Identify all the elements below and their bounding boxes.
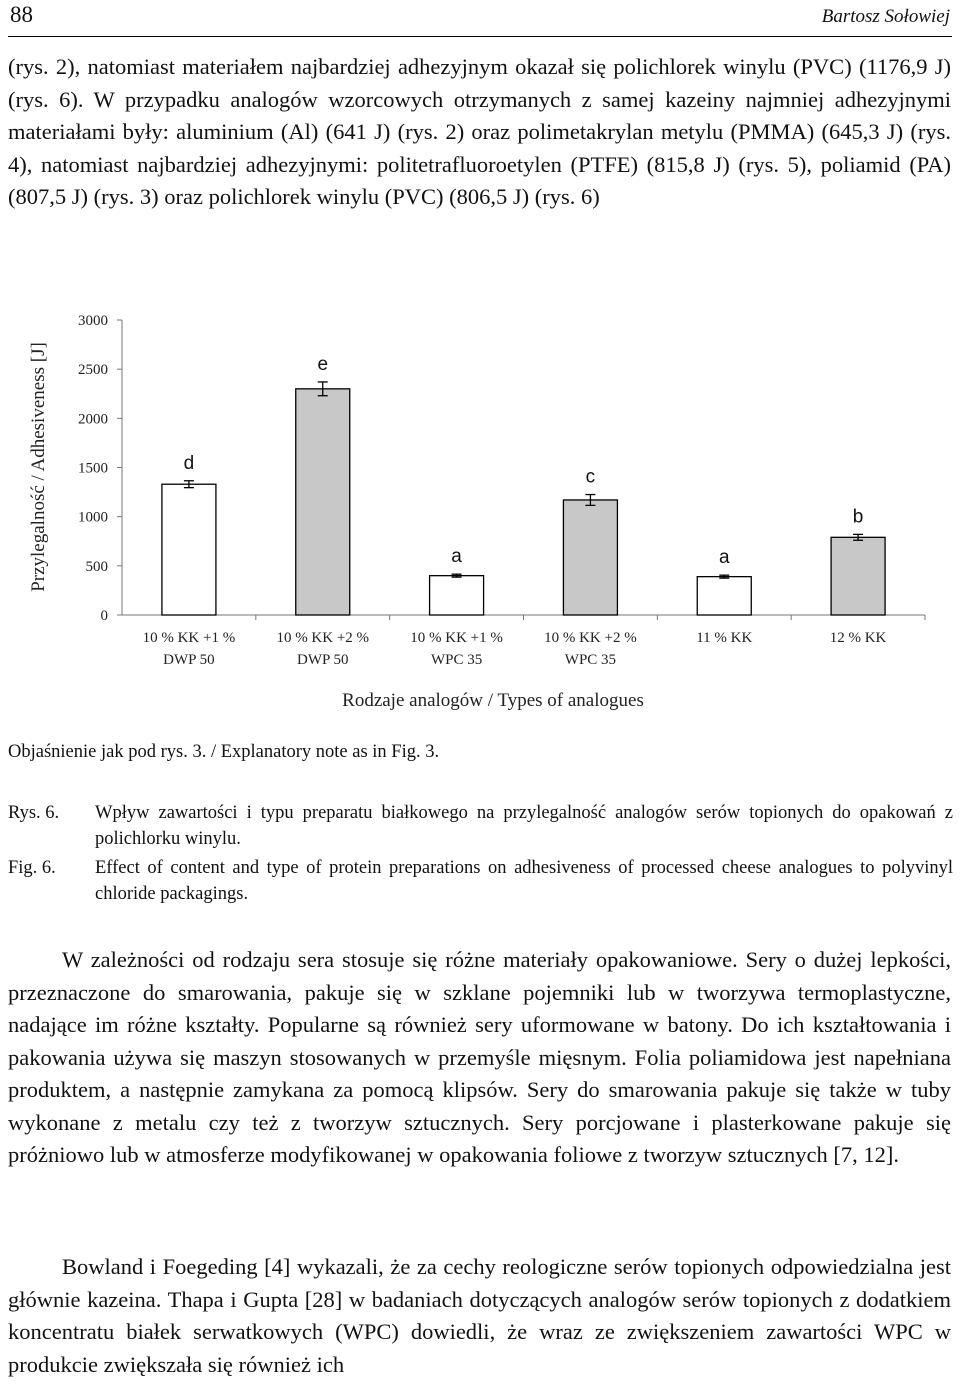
significance-letter: b xyxy=(852,506,864,528)
significance-letter: e xyxy=(317,353,329,375)
bar xyxy=(430,576,484,615)
bar xyxy=(162,484,216,615)
y-tick-label: 500 xyxy=(85,558,108,575)
significance-letter: a xyxy=(451,546,462,568)
bar xyxy=(697,577,751,615)
x-category-label: 12 % KK xyxy=(829,630,887,646)
caption-label-pl: Rys. 6. xyxy=(8,803,60,823)
bar xyxy=(831,537,885,615)
x-category-label: 10 % KK +2 % xyxy=(544,630,637,646)
x-category-label: DWP 50 xyxy=(296,652,349,668)
x-category-label: DWP 50 xyxy=(163,652,215,668)
page-number: 88 xyxy=(10,2,33,27)
y-axis-title: Przylegalność / Adhesiveness [J] xyxy=(28,342,49,592)
significance-letter: d xyxy=(183,452,195,474)
caption-text-en: Effect of content and type of protein preparations on adhesiveness of processed cheese analogues to polyvinyl chloride packagings. xyxy=(95,858,953,904)
x-category-label: 10 % KK +1 % xyxy=(410,630,503,646)
bar-chart xyxy=(0,300,960,720)
paragraph-top: (rys. 2), natomiast materiałem najbardziej adhezyjnym okazał się polichlorek winylu (PVC) (1176,9 J) (rys. 6). W przypadku analogów wzorcowych otrzymanych z samej kazeiny najmniej adhezyjnymi materiałami były: aluminium (Al) (641 J) (rys. 2) oraz polimetakrylan metylu (PMMA) (645,3 J) (rys. 4), natomiast najbardziej adhezyjnymi: politetrafluoroetylen (PTFE) (815,8 J) (rys. 5), poliamid (PA) (807,5 J) (rys. 3) oraz polichlorek winylu (PVC) (806,5 J) (rys. 6) xyxy=(8,54,951,209)
x-category-label: WPC 35 xyxy=(430,652,483,668)
bar xyxy=(296,389,350,615)
x-category-label: 10 % KK +1 % xyxy=(142,630,236,646)
x-category-label: 10 % KK +2 % xyxy=(276,630,370,646)
paragraph-packaging: W zależności od rodzaju sera stosuje się różne materiały opakowaniowe. Sery o dużej lepkości, przeznaczone do smarowania, pakuje się w szklane pojemniki lub w tworzywa termoplastyczne, nadające im różne kształty. Popularne są również sery uformowane w batony. Do ich kształtowania i pakowania używa się maszyn stosowanych w przemyśle mięsnym. Folia poliamidowa jest napełniana produktem, a następnie zamykana za pomocą klipsów. Sery do smarowania pakuje się także w tuby wykonane z metalu czy też z tworzyw sztucznych. Sery porcjowane i plasterkowane pakuje się próżniowo lub w atmosferze modyfikowanej w opakowania foliowe z tworzyw sztucznych [7, 12]. xyxy=(8,947,951,1167)
bar xyxy=(563,500,617,615)
y-tick-label: 2000 xyxy=(78,411,108,428)
figure-6-chart xyxy=(0,300,960,720)
paragraph-bowland: Bowland i Foegeding [4] wykazali, że za cechy reologiczne serów topionych odpowiedzialna jest głównie kazeina. Thapa i Gupta [28] w badaniach dotyczących analogów serów topionych z dodatkiem koncentratu białek serwatkowych (WPC) dowiedli, że wraz ze zwiększeniem zawartości WPC w produkcie zwiększała się również ich xyxy=(8,1254,951,1377)
running-author: Bartosz Sołowiej xyxy=(821,6,950,27)
significance-letter: c xyxy=(585,466,596,488)
caption-label-en: Fig. 6. xyxy=(8,858,56,878)
y-tick-label: 1000 xyxy=(78,509,108,526)
x-category-label: WPC 35 xyxy=(564,652,617,668)
x-category-label: 11 % KK xyxy=(696,630,753,646)
y-tick-label: 3000 xyxy=(78,313,108,329)
x-axis-title: Rodzaje analogów / Types of analogues xyxy=(342,690,644,711)
caption-text-pl: Wpływ zawartości i typu preparatu białkowego na przylegalność analogów serów topionych do opakowań z polichlorku winylu. xyxy=(95,803,953,849)
y-tick-label: 2500 xyxy=(78,362,108,379)
page-header xyxy=(8,2,952,37)
explanatory-note: Objaśnienie jak pod rys. 3. / Explanatory note as in Fig. 3. xyxy=(8,742,440,762)
y-tick-label: 0 xyxy=(100,608,108,624)
y-tick-label: 1500 xyxy=(78,460,108,477)
significance-letter: a xyxy=(718,547,730,569)
